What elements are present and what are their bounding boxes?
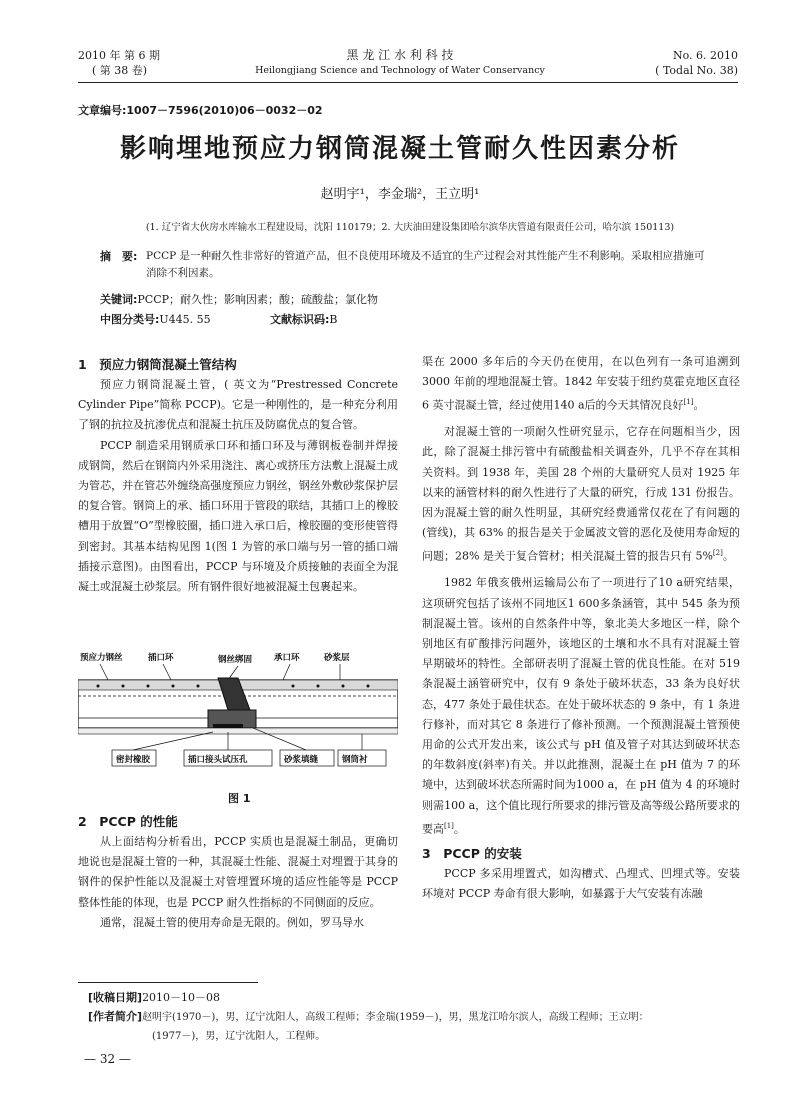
issue-number bbox=[655, 48, 738, 78]
paragraph bbox=[422, 422, 740, 567]
fig-label-mortar-joint: 砂浆填缝 bbox=[284, 755, 319, 765]
clc-number bbox=[100, 311, 211, 328]
issue-number-2: ( Todal No. 38) bbox=[655, 64, 738, 77]
section-heading-3: 3 PCCP 的安装 bbox=[422, 845, 522, 861]
paragraph: PCCP 多采用埋置式，如沟槽式、凸埋式、凹埋式等。安装环境对 PCCP 寿命有很大影响，如暴露于大气安装有冻融 bbox=[422, 866, 740, 900]
clc-text: U445. 55 bbox=[159, 313, 211, 326]
citation: [1] bbox=[444, 821, 454, 830]
section-heading-2: 2 PCCP 的性能 bbox=[78, 814, 178, 829]
citation: [2] bbox=[712, 549, 723, 558]
article-number: 文章编号:1007－7596(2010)06－0032－02 bbox=[78, 104, 323, 117]
header-rule bbox=[78, 82, 738, 83]
paragraph bbox=[422, 352, 740, 416]
paragraph-text: 1982 年俄亥俄州运输局公布了一项进行了10 a研究结果，这项研究包括了该州不同地区1 600多条涵管，其中 545 条为预制混凝土管。该州的自然条件中等，象北美大多地区一样，除个别地区有矿酸排污问题外，该地区的土壤和水不具有对混凝土管早期破坏的特性。全部研表明了混凝土管的优良性能。在对 519 条混凝土涵管研究中，仅有 9 条处于破坏状态，33 条为良好状态，477 条处于最佳状态。在处于破坏状态的 9 条中，有 1 条进行修补，而对其它 8 条进行了修补预测。一个预测混凝土管预使用命的公式开发出来，该公式与 pH 值及管子对其达到破坏状态的年数斜度(斜率)有关。并以此推测，混凝土在 pH 值为 7 的环境中，达到破坏状态所需时间为1000 a，在 pH 值为 4 的环境时则需100 a，这个值比现行所要求的排污管及高等级公路所要求的要高 bbox=[422, 576, 740, 836]
issue-number-1: No. 6. 2010 bbox=[672, 49, 738, 62]
journal-name bbox=[250, 48, 550, 78]
paragraph-text: 对混凝土管的一项耐久性研究显示，它存在问题相当少，因此，除了混凝土排污管中有硫酸盐相关调查外，几乎不存在其相关资料。到 1938 年，美国 28 个州的大量研究人员对 1925 年以来的涵管材料的耐久性进行了大量的研究，行成 131 份报告。因为混凝土管的耐久性明显，其研究经费通常仅花在了有问题的(管线)，其 63% 的报告是关于金属波文管的恶化及使用寿命短的问题；28% 是关于复合管材；相关混凝土管的报告只有 5% bbox=[422, 425, 740, 564]
fig-label-wire-bind: 钢丝绑固 bbox=[218, 655, 253, 665]
fig-label-mortar: 砂浆层 bbox=[324, 653, 350, 663]
citation: [1] bbox=[683, 398, 694, 407]
fig-label-spigot-ring: 插口环 bbox=[148, 653, 174, 663]
paragraph-text: 渠在 2000 多年后的今天仍在使用，在以色列有一条可追溯到 3000 年前的埋地混凝土管。1842 年安装于纽约莫霍克地区直径 6 英寸混凝土管，经过使用140 a后的今天其情况良好 bbox=[422, 355, 740, 413]
journal-name-cn: 黑 龙 江 水 利 科 技 bbox=[346, 48, 454, 62]
page-number: — 32 — bbox=[84, 1052, 131, 1066]
doc-code-text: B bbox=[329, 313, 338, 326]
abstract-line2: 消除不利因素。 bbox=[146, 267, 220, 279]
paragraph-end: 。 bbox=[722, 550, 734, 564]
clc-label: 中图分类号: bbox=[100, 313, 160, 326]
paragraph bbox=[422, 573, 740, 839]
paragraph: 预应力钢筒混凝土管，( 英文为“Prestressed Concrete Cylinder Pipe”简称 PCCP)。它是一种刚性的，是一种充分利用了钢的抗拉及抗渗优点和混凝土抗压及防腐优点的复合管。 bbox=[78, 378, 398, 432]
figure-caption: 图 1 bbox=[228, 792, 251, 805]
abstract bbox=[100, 248, 720, 282]
author-bio bbox=[88, 1007, 649, 1027]
authors: 赵明宇¹，李金瑞²，王立明¹ bbox=[320, 187, 480, 202]
journal-name-en: Heilongjiang Science and Technology of Water Conservancy bbox=[255, 65, 545, 76]
abstract-line1: PCCP 是一种耐久性非常好的管道产品，但不良使用环境及不适宜的生产过程会对其性能产生不利影响。采取相应措施可 bbox=[146, 250, 705, 262]
affiliation: (1. 辽宁省大伙房水库输水工程建设局，沈阳 110179；2. 大庆油田建设集团哈尔滨华庆管道有限责任公司，哈尔滨 150113) bbox=[145, 222, 675, 233]
issue-info bbox=[78, 48, 160, 78]
fig-label-gasket: 密封橡胶 bbox=[116, 755, 151, 765]
keywords bbox=[100, 291, 378, 308]
issue-volume: ( 第 38 卷) bbox=[92, 64, 148, 77]
left-column-bottom bbox=[78, 812, 398, 933]
paragraph: PCCP 制造采用钢质承口环和插口环及与薄钢板卷制并焊接成钢筒，然后在钢筒内外采用浇注、离心或挤压方法敷上混凝土成为管芯，并在管芯外缠绕高强度预应力钢丝，钢丝外敷砂浆保护层的复合管。钢筒上的承、插口环用于管段的联结，其插口上的橡胶槽用于放置“O”型橡胶圈，插口进入承口后，橡胶圈的变形使管得到密封。其基本结构见图 1(图 1 为管的承口端与另一管的插口端插接示意图)。由图看出，PCCP 与环境及介质接触的表面全为混凝土或混凝土砂浆层。所有钢件很好地被混凝土包裹起来。 bbox=[78, 438, 398, 594]
article-title: 影响埋地预应力钢筒混凝土管耐久性因素分析 bbox=[119, 134, 680, 164]
section-heading-1: 1 预应力钢筒混凝土管结构 bbox=[78, 357, 237, 372]
footnote-rule bbox=[78, 982, 258, 983]
fig-label-cylinder: 钢筒衬 bbox=[342, 755, 368, 765]
fig-label-wire: 预应力钢丝 bbox=[80, 653, 123, 663]
bio-line1: 赵明宇(1970－)，男，辽宁沈阳人，高级工程师；李金瑞(1959－)，男，黑龙江哈尔滨人，高级工程师；王立明： bbox=[142, 1012, 649, 1023]
left-column bbox=[78, 355, 398, 597]
doc-code-label: 文献标识码: bbox=[270, 313, 330, 326]
paragraph: 从上面结构分析看出，PCCP 实质也是混凝土制品，更确切地说也是混凝土管的一种，其混凝土性能、混凝土对埋置于其身的钢件的保护性能以及混凝土对管埋置环境的适应性能等是 PCCP 整体性能的体现，也是 PCCP 耐久性指标的不同侧面的反应。 bbox=[78, 835, 398, 909]
received-date bbox=[88, 988, 220, 1007]
bio-label: [作者简介] bbox=[88, 1010, 143, 1023]
fig-label-test-hole: 插口接头试压孔 bbox=[188, 755, 248, 765]
abstract-label: 摘 要: bbox=[100, 250, 138, 263]
paragraph-end: 。 bbox=[693, 399, 705, 413]
fig-label-bell-ring: 承口环 bbox=[274, 653, 300, 663]
paragraph: 通常，混凝土管的使用寿命是无限的。例如，罗马导水 bbox=[100, 915, 364, 929]
doc-code bbox=[270, 311, 338, 328]
right-column bbox=[422, 352, 740, 904]
received-label: [收稿日期] bbox=[88, 991, 143, 1004]
keywords-text: PCCP；耐久性；影响因素；酸；硫酸盐；氯化物 bbox=[137, 293, 379, 306]
keywords-label: 关键词: bbox=[100, 293, 138, 306]
paragraph-end: 。 bbox=[453, 822, 465, 836]
pipe-joint-figure bbox=[78, 650, 398, 768]
issue-year: 2010 年 第 6 期 bbox=[78, 49, 160, 62]
bio-line2: (1977－)，男，辽宁沈阳人，工程师。 bbox=[152, 1031, 326, 1042]
received-value: 2010－10－08 bbox=[142, 991, 221, 1004]
